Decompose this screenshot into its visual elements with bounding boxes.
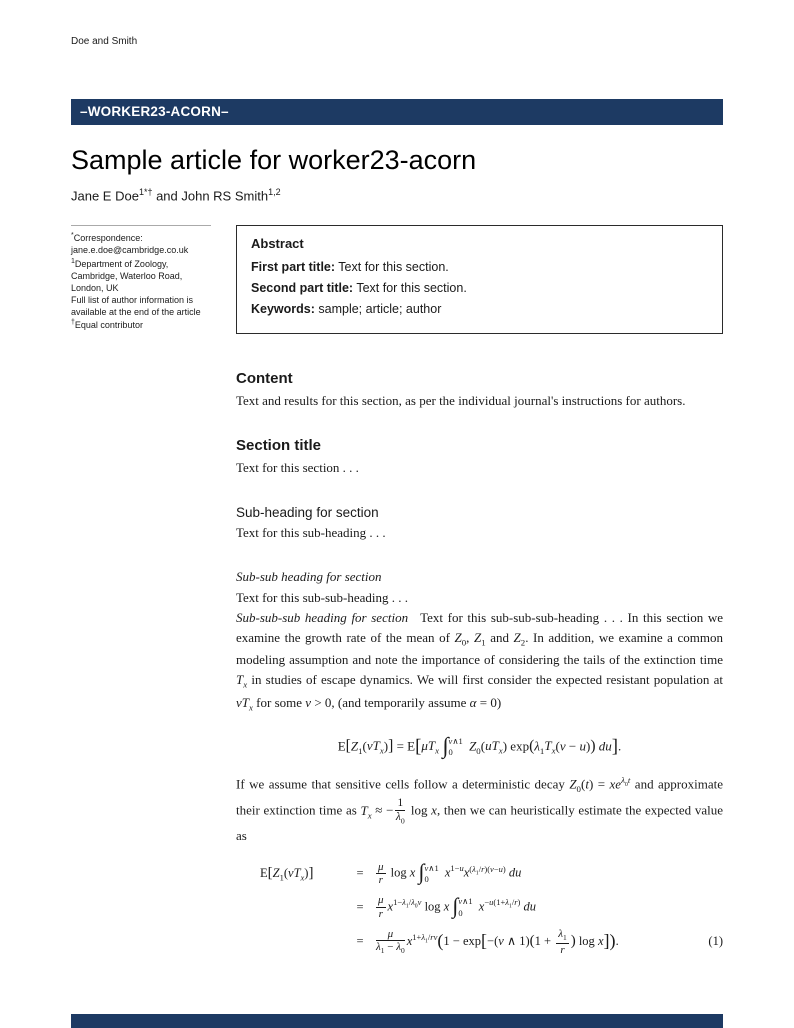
sidebar-line: jane.e.doe@cambridge.co.uk [71, 245, 189, 256]
equation-row [260, 894, 723, 921]
abstract-item [251, 302, 708, 316]
sidebar-line: $^1$Department of Zoology, [71, 258, 169, 270]
abstract-item-label: Keywords: [251, 302, 315, 317]
journal-banner-text: –WORKER23-ACORN– [80, 104, 229, 119]
equation-rhs: $\frac{\mu}{r}$ log x ∫ v∧1 0 $x^{1-u}x^{(\lambda_1/r)(v-u)}$ du [378, 860, 522, 887]
authors-line: Jane E Doe$^{1*\dagger}$ and John RS Smith$^{1,2}$ [71, 187, 281, 204]
equation-lhs: $E[Z_1(vT_x)]$ [260, 865, 314, 883]
content-heading: Content [236, 370, 293, 388]
equation-row [260, 860, 723, 887]
equation-row [260, 928, 723, 956]
abstract-item-label: First part title: [251, 260, 336, 275]
aligned-equations [236, 860, 723, 956]
sidebar-line: *Correspondence: [71, 232, 143, 244]
abstract-title: Abstract [251, 236, 304, 252]
subheading-paragraph: Text for this sub-heading . . . [236, 524, 386, 540]
frontmatter-row [71, 225, 723, 334]
abstract-item [251, 260, 708, 274]
abstract-box [236, 225, 723, 334]
equation-relation: = [356, 934, 364, 949]
article-title: Sample article for worker23-acorn [71, 145, 477, 175]
equation-number: (1) [708, 934, 723, 949]
subsubsub-body: Text for this sub-sub-sub-heading . . . In this section we examine the growth rate of the mean of $Z_0$, $Z_1$ and $Z_2$. In addition, we examine a common modeling assumption and note the importance of considering the tails of the extinction time $T_x$ in studies of escape dynamics. We will first consider the expected resistant population at $vT_x$ for some v > 0, (and temporarily assume α = 0) [236, 609, 724, 713]
equation-rhs: $\frac{\mu}{\lambda_1 - \lambda_0}$ $x^{1+\lambda_1/rv}(1 - \exp[-(v$ ∧ 1)(1 + $\frac{\lambda_1}{r}$ ) log x]). [376, 927, 619, 956]
footer-bar [71, 1014, 723, 1028]
abstract-item-text: sample; article; author [314, 302, 442, 317]
content-paragraph: Text and results for this section, as per the individual journal's instructions for authors. [236, 393, 686, 409]
subsubsub-paragraph [236, 608, 723, 715]
subheading: Sub-heading for section [236, 504, 379, 520]
subsub-paragraph: Text for this sub-sub-heading . . . [236, 589, 409, 605]
main-content [236, 370, 723, 956]
after-equation-paragraph: If we assume that sensitive cells follow a deterministic decay $Z_0(t) = xe^{\lambda_0t}$ and approximate their extinction time as $T_x$ ≈ − $\frac{1}{\lambda_0}$ log x, then we can heuristically estimate the expected value as [236, 775, 723, 844]
section-title-heading: Section title [236, 437, 322, 455]
equation-relation: = [356, 866, 364, 881]
abstract-item-text: Text for this section. [335, 260, 449, 275]
sidebar-line: Cambridge, Waterloo Road, [71, 270, 183, 281]
subsub-heading: Sub-sub heading for section [236, 568, 382, 584]
subsubsub-heading: Sub-sub-sub heading for section [236, 609, 409, 625]
equation-rhs: $\frac{\mu}{r}$ $x^{1-\lambda_1/\lambda_0v}$ log x ∫ v∧1 0 $x^{-u(1+\lambda_1/r)}$ du [378, 894, 536, 921]
sidebar-line: available at the end of the article [71, 306, 201, 317]
running-head: Doe and Smith [71, 36, 138, 47]
sidebar-line: Full list of author information is [71, 294, 194, 305]
abstract-item [251, 281, 708, 295]
sidebar-line: †Equal contributor [71, 319, 143, 331]
display-equation: $E[Z_1(vT_x)] = E[\mu T_x$ ∫ v∧1 0 $Z_0(uT_x) \exp(\lambda_1T_x(v - u))$ du]. [337, 733, 622, 759]
correspondence-sidebar [71, 225, 211, 332]
abstract-item-label: Second part title: [251, 281, 354, 296]
section-paragraph: Text for this section . . . [236, 460, 359, 476]
sidebar-line: London, UK [71, 282, 119, 293]
journal-banner [71, 99, 723, 125]
equation-relation: = [356, 899, 364, 914]
abstract-item-text: Text for this section. [353, 281, 467, 296]
